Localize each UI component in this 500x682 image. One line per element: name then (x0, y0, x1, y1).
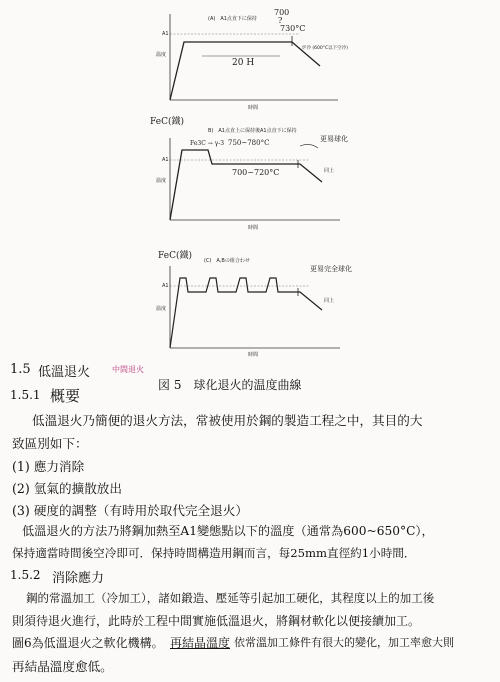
paragraph-1-line-1: 低溫退火乃簡便的退火方法，常被使用於鋼的製造工程之中，其目的大 (32, 413, 423, 428)
panel-a-a1-label: A1 (162, 31, 169, 37)
panel-b-a1-label: A1 (162, 157, 169, 163)
section-heading-note: 中間退火 (112, 365, 144, 374)
panel-a-title: (A) A1点直下に保持 (208, 16, 257, 22)
panel-c-same-label: 同上 (324, 298, 335, 304)
panel-b-hand-upper: Fe3C → γ-3 (190, 140, 225, 147)
paragraph-3-line-4: 再結晶溫度愈低。 (12, 659, 113, 674)
panel-b-xlabel: 時間 (248, 225, 259, 231)
paragraph-2-line-2: 保持適當時間後空冷即可．保持時間構造用鋼而言，每25mm直徑約1小時間． (12, 546, 416, 560)
panel-c-title: (C) A,Bの組合わせ (204, 258, 250, 264)
subsection-2-title: 消除應力 (52, 571, 105, 586)
panel-c-ylabel: 温度 (156, 306, 167, 312)
panel-a-hand-730: 730°C (280, 24, 306, 33)
panel-c-xlabel: 時間 (248, 352, 259, 358)
paragraph-3-line-3a: 圖6為低溫退火之軟化機構。 (12, 636, 164, 650)
paragraph-1-line-2: 致區別如下： (12, 436, 88, 451)
figure-panel-c (150, 248, 360, 360)
list-item-3: (3) 硬度的調整（有時用於取代完全退火） (12, 503, 248, 518)
subsection-1-number: 1.5.1 (10, 388, 41, 402)
figure-caption: 図 5 球化退火的温度曲線 (158, 378, 302, 392)
panel-b-ylabel: 温度 (156, 178, 167, 184)
section-number: 1.5 (10, 362, 31, 377)
panel-a-hand-tilde: ? (278, 16, 283, 25)
panel-b-hand-lower-temp: 700~720°C (232, 168, 280, 177)
panel-a-ylabel: 温度 (156, 52, 167, 58)
panel-b-same-label: 同上 (324, 168, 335, 174)
panel-a-hand-20h: 20 H (232, 58, 255, 68)
paragraph-3-line-2: 則須待退火進行，此時於工程中間實施低溫退火，將鋼材軟化以便接續加工。 (12, 614, 421, 628)
subsection-2-number: 1.5.2 (10, 568, 41, 582)
panel-a-xlabel: 時間 (248, 105, 259, 111)
panel-b-title: B) A1点直上に保持後A1点直下に保持 (208, 128, 297, 134)
paragraph-2-line-1: 低溫退火的方法乃將鋼加熱至A1變態點以下的溫度（通常為600~650°C）， (22, 524, 434, 538)
panel-c-hand-result: 更易完全球化 (310, 265, 352, 273)
paragraph-3-line-3c: 依常溫加工條件有很大的變化，加工率愈大則 (234, 636, 454, 649)
panel-a-cooling-note: 炉冷 (600°C以下空冷) (302, 46, 348, 51)
panel-c-side-label: FeC(鐵) (158, 251, 192, 261)
panel-b-hand-result: 更易球化 (320, 135, 348, 143)
panel-c-a1-label: A1 (162, 283, 169, 289)
panel-b-side-label: FeC(鐵) (150, 117, 184, 127)
paragraph-3-line-1: 鋼的常溫加工（冷加工），諸如鍛造、壓延等引起加工硬化，其程度以上的加工後 (26, 591, 435, 605)
subsection-1-title: 概要 (50, 387, 81, 405)
section-heading: 低溫退火 (38, 365, 91, 380)
figure-panel-a (150, 6, 350, 116)
panel-a-hand-700: 700 (274, 8, 290, 17)
figure-panel-b (150, 117, 360, 232)
paragraph-3-recrystallization-term: 再結晶溫度 (170, 636, 231, 650)
panel-b-hand-upper-temp: 750~780°C (228, 139, 270, 147)
list-item-2: (2) 氫氣的擴散放出 (12, 481, 122, 496)
list-item-1: (1) 應力消除 (12, 459, 85, 474)
